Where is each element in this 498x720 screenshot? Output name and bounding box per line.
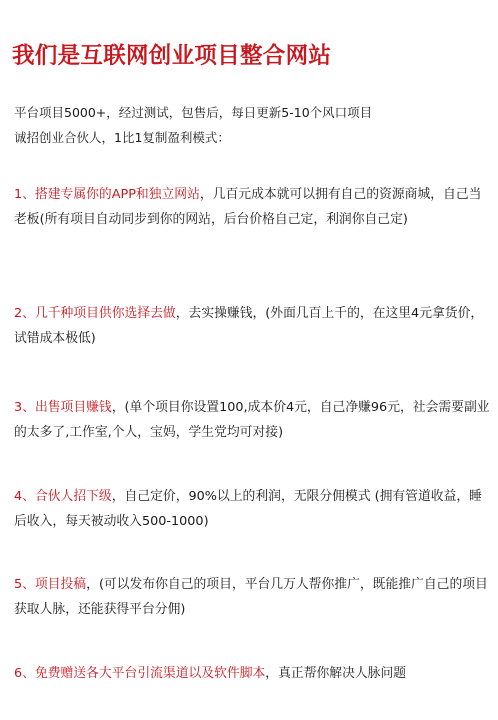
item-4-text: ，自己定价，90%以上的利润，无限分佣模式 (拥有管道收益，睡后收入，每天被动收入500-1000): [14, 489, 482, 529]
list-item-3: [14, 395, 490, 445]
intro-line-2: 诚招创业合伙人，1比1复制盈利模式：: [14, 130, 230, 145]
list-item-1: [14, 182, 490, 232]
intro: [14, 100, 372, 150]
item-2-highlight: 2、几千种项目供你选择去做: [14, 306, 176, 321]
item-2-text: ，去实操赚钱，(外面几百上千的，在这里4元拿货价，试错成本极低): [14, 306, 484, 346]
list-item-4: [14, 484, 490, 534]
list-item-6: [14, 661, 490, 686]
item-3-text: ，(单个项目你设置100,成本价4元，自己净赚96元，社会需要副业的太多了,工作室,个人，宝妈，学生党均可对接): [14, 400, 490, 440]
item-5-text: ，(可以发布你自己的项目，平台几万人帮你推广，既能推广自己的项目获取人脉，还能获得平台分佣): [14, 577, 488, 617]
page-title: 我们是互联网创业项目整合网站: [12, 43, 332, 69]
item-1-highlight: 1、搭建专属你的APP和独立网站: [14, 187, 200, 202]
item-4-highlight: 4、合伙人招下级: [14, 489, 112, 504]
list-item-5: [14, 572, 490, 622]
list-item-2: [14, 301, 490, 351]
intro-line-1: 平台项目5000+，经过测试，包售后，每日更新5-10个风口项目: [14, 105, 373, 120]
item-3-highlight: 3、出售项目赚钱: [14, 400, 112, 415]
item-6-highlight: 6、免费赠送各大平台引流渠道以及软件脚本: [14, 666, 266, 681]
item-5-highlight: 5、项目投稿: [14, 577, 87, 592]
item-1-text: ，几百元成本就可以拥有自己的资源商城，自己当老板(所有项目自动同步到你的网站，后台价格自己定，利润你自己定): [14, 187, 482, 227]
item-6-text: ，真正帮你解决人脉问题: [265, 666, 407, 681]
